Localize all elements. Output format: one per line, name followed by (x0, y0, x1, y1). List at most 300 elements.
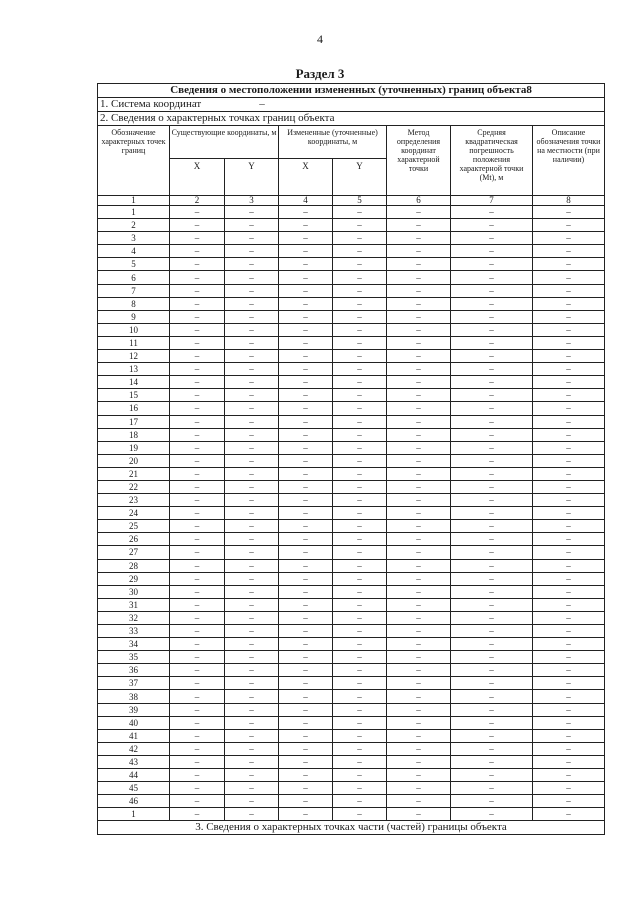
empty-cell: – (225, 638, 279, 651)
empty-cell: – (451, 428, 533, 441)
point-designation: 8 (98, 297, 170, 310)
col-changed-y-header: Y (333, 159, 387, 196)
empty-cell: – (333, 651, 387, 664)
empty-cell: – (451, 716, 533, 729)
point-designation: 9 (98, 310, 170, 323)
empty-cell: – (451, 376, 533, 389)
coord-system-row (98, 98, 605, 112)
empty-cell: – (170, 232, 225, 245)
table-row (98, 703, 605, 716)
empty-cell: – (533, 808, 605, 821)
empty-cell: – (225, 310, 279, 323)
empty-cell: – (225, 795, 279, 808)
empty-cell: – (451, 729, 533, 742)
empty-cell: – (225, 323, 279, 336)
empty-cell: – (451, 638, 533, 651)
empty-cell: – (451, 310, 533, 323)
empty-cell: – (387, 546, 451, 559)
table-row (98, 651, 605, 664)
point-designation: 32 (98, 611, 170, 624)
table-row (98, 258, 605, 271)
empty-cell: – (451, 651, 533, 664)
empty-cell: – (225, 755, 279, 768)
empty-cell: – (451, 625, 533, 638)
table-row (98, 245, 605, 258)
table-row (98, 297, 605, 310)
empty-cell: – (333, 350, 387, 363)
empty-cell: – (533, 336, 605, 349)
empty-cell: – (225, 716, 279, 729)
point-designation: 1 (98, 808, 170, 821)
empty-cell: – (451, 402, 533, 415)
empty-cell: – (387, 729, 451, 742)
table-row (98, 350, 605, 363)
empty-cell: – (387, 559, 451, 572)
empty-cell: – (170, 507, 225, 520)
empty-cell: – (533, 625, 605, 638)
empty-cell: – (225, 336, 279, 349)
empty-cell: – (225, 769, 279, 782)
empty-cell: – (387, 611, 451, 624)
empty-cell: – (451, 520, 533, 533)
empty-cell: – (170, 664, 225, 677)
point-designation: 4 (98, 245, 170, 258)
col-existing-header: Существующие координаты, м (170, 126, 279, 159)
empty-cell: – (170, 611, 225, 624)
empty-cell: – (451, 585, 533, 598)
empty-cell: – (387, 258, 451, 271)
empty-cell: – (170, 703, 225, 716)
empty-cell: – (333, 625, 387, 638)
empty-cell: – (533, 284, 605, 297)
point-designation: 43 (98, 755, 170, 768)
empty-cell: – (279, 651, 333, 664)
empty-cell: – (225, 729, 279, 742)
empty-cell: – (333, 716, 387, 729)
empty-cell: – (279, 677, 333, 690)
empty-cell: – (225, 585, 279, 598)
empty-cell: – (225, 742, 279, 755)
empty-cell: – (387, 585, 451, 598)
empty-cell: – (387, 533, 451, 546)
empty-cell: – (451, 755, 533, 768)
point-designation: 3 (98, 232, 170, 245)
empty-cell: – (387, 507, 451, 520)
empty-cell: – (533, 546, 605, 559)
table-row (98, 402, 605, 415)
empty-cell: – (170, 572, 225, 585)
column-number: 1 (98, 196, 170, 206)
empty-cell: – (451, 441, 533, 454)
empty-cell: – (533, 755, 605, 768)
empty-cell: – (279, 363, 333, 376)
point-designation: 17 (98, 415, 170, 428)
point-designation: 37 (98, 677, 170, 690)
empty-cell: – (279, 245, 333, 258)
empty-cell: – (451, 271, 533, 284)
empty-cell: – (279, 206, 333, 219)
empty-cell: – (533, 651, 605, 664)
empty-cell: – (533, 454, 605, 467)
table-row (98, 782, 605, 795)
empty-cell: – (387, 284, 451, 297)
empty-cell: – (387, 271, 451, 284)
empty-cell: – (279, 598, 333, 611)
empty-cell: – (225, 454, 279, 467)
empty-cell: – (333, 467, 387, 480)
empty-cell: – (225, 284, 279, 297)
empty-cell: – (170, 310, 225, 323)
empty-cell: – (170, 533, 225, 546)
empty-cell: – (451, 480, 533, 493)
table-row (98, 520, 605, 533)
table-row (98, 454, 605, 467)
table-row (98, 494, 605, 507)
col-existing-y-header: Y (225, 159, 279, 196)
empty-cell: – (225, 546, 279, 559)
empty-cell: – (333, 742, 387, 755)
table-row (98, 690, 605, 703)
empty-cell: – (225, 507, 279, 520)
empty-cell: – (533, 729, 605, 742)
table-title: Сведения о местоположении измененных (уточненных) границ объекта8 (98, 84, 605, 98)
point-designation: 14 (98, 376, 170, 389)
table-row (98, 206, 605, 219)
empty-cell: – (170, 729, 225, 742)
empty-cell: – (533, 376, 605, 389)
empty-cell: – (279, 232, 333, 245)
empty-cell: – (533, 494, 605, 507)
table-row (98, 271, 605, 284)
empty-cell: – (333, 559, 387, 572)
table-row (98, 755, 605, 768)
empty-cell: – (225, 572, 279, 585)
empty-cell: – (333, 363, 387, 376)
col-changed-header: Измененные (уточненные) координаты, м (279, 126, 387, 159)
table-row (98, 808, 605, 821)
empty-cell: – (279, 271, 333, 284)
empty-cell: – (533, 742, 605, 755)
empty-cell: – (333, 598, 387, 611)
empty-cell: – (279, 428, 333, 441)
empty-cell: – (533, 245, 605, 258)
empty-cell: – (279, 664, 333, 677)
point-designation: 28 (98, 559, 170, 572)
empty-cell: – (387, 782, 451, 795)
point-designation: 2 (98, 219, 170, 232)
empty-cell: – (279, 611, 333, 624)
empty-cell: – (225, 297, 279, 310)
empty-cell: – (333, 428, 387, 441)
empty-cell: – (533, 441, 605, 454)
empty-cell: – (451, 546, 533, 559)
empty-cell: – (387, 520, 451, 533)
coord-system-label: 1. Система координат (100, 98, 202, 110)
point-designation: 22 (98, 480, 170, 493)
empty-cell: – (225, 441, 279, 454)
empty-cell: – (225, 808, 279, 821)
empty-cell: – (451, 795, 533, 808)
point-designation: 40 (98, 716, 170, 729)
empty-cell: – (451, 598, 533, 611)
empty-cell: – (533, 258, 605, 271)
empty-cell: – (387, 206, 451, 219)
empty-cell: – (533, 323, 605, 336)
empty-cell: – (279, 729, 333, 742)
empty-cell: – (333, 245, 387, 258)
empty-cell: – (533, 206, 605, 219)
point-designation: 26 (98, 533, 170, 546)
point-designation: 13 (98, 363, 170, 376)
point-designation: 24 (98, 507, 170, 520)
table-row (98, 769, 605, 782)
empty-cell: – (170, 376, 225, 389)
table-row (98, 428, 605, 441)
empty-cell: – (279, 572, 333, 585)
empty-cell: – (451, 703, 533, 716)
empty-cell: – (279, 323, 333, 336)
empty-cell: – (279, 782, 333, 795)
empty-cell: – (279, 638, 333, 651)
empty-cell: – (333, 572, 387, 585)
empty-cell: – (451, 467, 533, 480)
empty-cell: – (333, 494, 387, 507)
table-row (98, 664, 605, 677)
table-row (98, 729, 605, 742)
empty-cell: – (170, 297, 225, 310)
empty-cell: – (225, 782, 279, 795)
empty-cell: – (279, 336, 333, 349)
table-row (98, 638, 605, 651)
table-row (98, 533, 605, 546)
empty-cell: – (170, 441, 225, 454)
empty-cell: – (451, 415, 533, 428)
col-error-header: Средняя квадратическая погрешность положения характерной точки (Mt), м (451, 126, 533, 196)
empty-cell: – (533, 690, 605, 703)
empty-cell: – (387, 232, 451, 245)
point-designation: 10 (98, 323, 170, 336)
empty-cell: – (333, 258, 387, 271)
table-row (98, 389, 605, 402)
empty-cell: – (451, 494, 533, 507)
empty-cell: – (387, 808, 451, 821)
empty-cell: – (451, 769, 533, 782)
empty-cell: – (533, 389, 605, 402)
empty-cell: – (225, 559, 279, 572)
empty-cell: – (533, 585, 605, 598)
empty-cell: – (225, 363, 279, 376)
table-row (98, 284, 605, 297)
empty-cell: – (387, 310, 451, 323)
empty-cell: – (451, 219, 533, 232)
empty-cell: – (387, 664, 451, 677)
empty-cell: – (225, 428, 279, 441)
point-designation: 21 (98, 467, 170, 480)
empty-cell: – (170, 428, 225, 441)
empty-cell: – (387, 454, 451, 467)
empty-cell: – (387, 716, 451, 729)
empty-cell: – (225, 219, 279, 232)
empty-cell: – (533, 363, 605, 376)
empty-cell: – (225, 480, 279, 493)
empty-cell: – (333, 795, 387, 808)
point-designation: 45 (98, 782, 170, 795)
empty-cell: – (279, 808, 333, 821)
point-designation: 11 (98, 336, 170, 349)
column-number: 8 (533, 196, 605, 206)
empty-cell: – (333, 415, 387, 428)
empty-cell: – (387, 703, 451, 716)
empty-cell: – (170, 546, 225, 559)
table-row (98, 559, 605, 572)
point-designation: 34 (98, 638, 170, 651)
point-designation: 36 (98, 664, 170, 677)
empty-cell: – (533, 782, 605, 795)
empty-cell: – (533, 572, 605, 585)
empty-cell: – (533, 559, 605, 572)
empty-cell: – (225, 677, 279, 690)
empty-cell: – (333, 507, 387, 520)
empty-cell: – (170, 651, 225, 664)
column-number: 2 (170, 196, 225, 206)
table-row (98, 795, 605, 808)
empty-cell: – (533, 677, 605, 690)
empty-cell: – (533, 297, 605, 310)
empty-cell: – (170, 415, 225, 428)
empty-cell: – (451, 572, 533, 585)
empty-cell: – (170, 769, 225, 782)
table-row (98, 598, 605, 611)
col-description-header: Описание обозначения точки на местности (при наличии) (533, 126, 605, 196)
empty-cell: – (387, 598, 451, 611)
empty-cell: – (279, 755, 333, 768)
empty-cell: – (225, 350, 279, 363)
empty-cell: – (170, 402, 225, 415)
empty-cell: – (225, 533, 279, 546)
empty-cell: – (533, 703, 605, 716)
boundary-table (97, 83, 605, 835)
empty-cell: – (387, 651, 451, 664)
empty-cell: – (451, 363, 533, 376)
empty-cell: – (279, 716, 333, 729)
empty-cell: – (387, 572, 451, 585)
table-row (98, 480, 605, 493)
empty-cell: – (333, 376, 387, 389)
empty-cell: – (225, 376, 279, 389)
table-row (98, 336, 605, 349)
empty-cell: – (387, 323, 451, 336)
empty-cell: – (451, 389, 533, 402)
empty-cell: – (225, 258, 279, 271)
empty-cell: – (279, 795, 333, 808)
empty-cell: – (387, 677, 451, 690)
empty-cell: – (279, 454, 333, 467)
empty-cell: – (279, 690, 333, 703)
col-changed-x-header: X (279, 159, 333, 196)
empty-cell: – (333, 454, 387, 467)
points-heading: 2. Сведения о характерных точках границ объекта (98, 112, 605, 126)
table-row (98, 677, 605, 690)
empty-cell: – (387, 415, 451, 428)
empty-cell: – (387, 336, 451, 349)
empty-cell: – (333, 533, 387, 546)
empty-cell: – (333, 611, 387, 624)
empty-cell: – (451, 559, 533, 572)
empty-cell: – (170, 677, 225, 690)
empty-cell: – (225, 651, 279, 664)
empty-cell: – (387, 494, 451, 507)
empty-cell: – (451, 350, 533, 363)
empty-cell: – (170, 389, 225, 402)
empty-cell: – (170, 245, 225, 258)
empty-cell: – (170, 206, 225, 219)
empty-cell: – (451, 297, 533, 310)
empty-cell: – (333, 546, 387, 559)
empty-cell: – (533, 664, 605, 677)
empty-cell: – (225, 611, 279, 624)
empty-cell: – (387, 480, 451, 493)
empty-cell: – (387, 389, 451, 402)
section-title: Раздел 3 (295, 66, 345, 81)
empty-cell: – (333, 441, 387, 454)
point-designation: 33 (98, 625, 170, 638)
empty-cell: – (387, 690, 451, 703)
empty-cell: – (333, 690, 387, 703)
point-designation: 7 (98, 284, 170, 297)
empty-cell: – (387, 795, 451, 808)
point-designation: 30 (98, 585, 170, 598)
empty-cell: – (387, 219, 451, 232)
empty-cell: – (451, 258, 533, 271)
table-row (98, 507, 605, 520)
empty-cell: – (333, 677, 387, 690)
empty-cell: – (170, 494, 225, 507)
empty-cell: – (333, 206, 387, 219)
point-designation: 42 (98, 742, 170, 755)
empty-cell: – (279, 520, 333, 533)
table-row (98, 376, 605, 389)
empty-cell: – (451, 677, 533, 690)
page-number: 4 (317, 32, 323, 46)
empty-cell: – (387, 376, 451, 389)
empty-cell: – (279, 546, 333, 559)
empty-cell: – (333, 480, 387, 493)
empty-cell: – (225, 467, 279, 480)
empty-cell: – (387, 638, 451, 651)
empty-cell: – (333, 389, 387, 402)
empty-cell: – (533, 232, 605, 245)
empty-cell: – (333, 520, 387, 533)
empty-cell: – (387, 467, 451, 480)
table-row (98, 323, 605, 336)
empty-cell: – (279, 376, 333, 389)
empty-cell: – (533, 716, 605, 729)
empty-cell: – (387, 363, 451, 376)
point-designation: 15 (98, 389, 170, 402)
column-number: 4 (279, 196, 333, 206)
column-number: 7 (451, 196, 533, 206)
empty-cell: – (333, 585, 387, 598)
empty-cell: – (333, 808, 387, 821)
empty-cell: – (387, 428, 451, 441)
empty-cell: – (170, 598, 225, 611)
empty-cell: – (451, 245, 533, 258)
point-designation: 35 (98, 651, 170, 664)
empty-cell: – (225, 520, 279, 533)
empty-cell: – (279, 533, 333, 546)
empty-cell: – (225, 415, 279, 428)
empty-cell: – (170, 520, 225, 533)
